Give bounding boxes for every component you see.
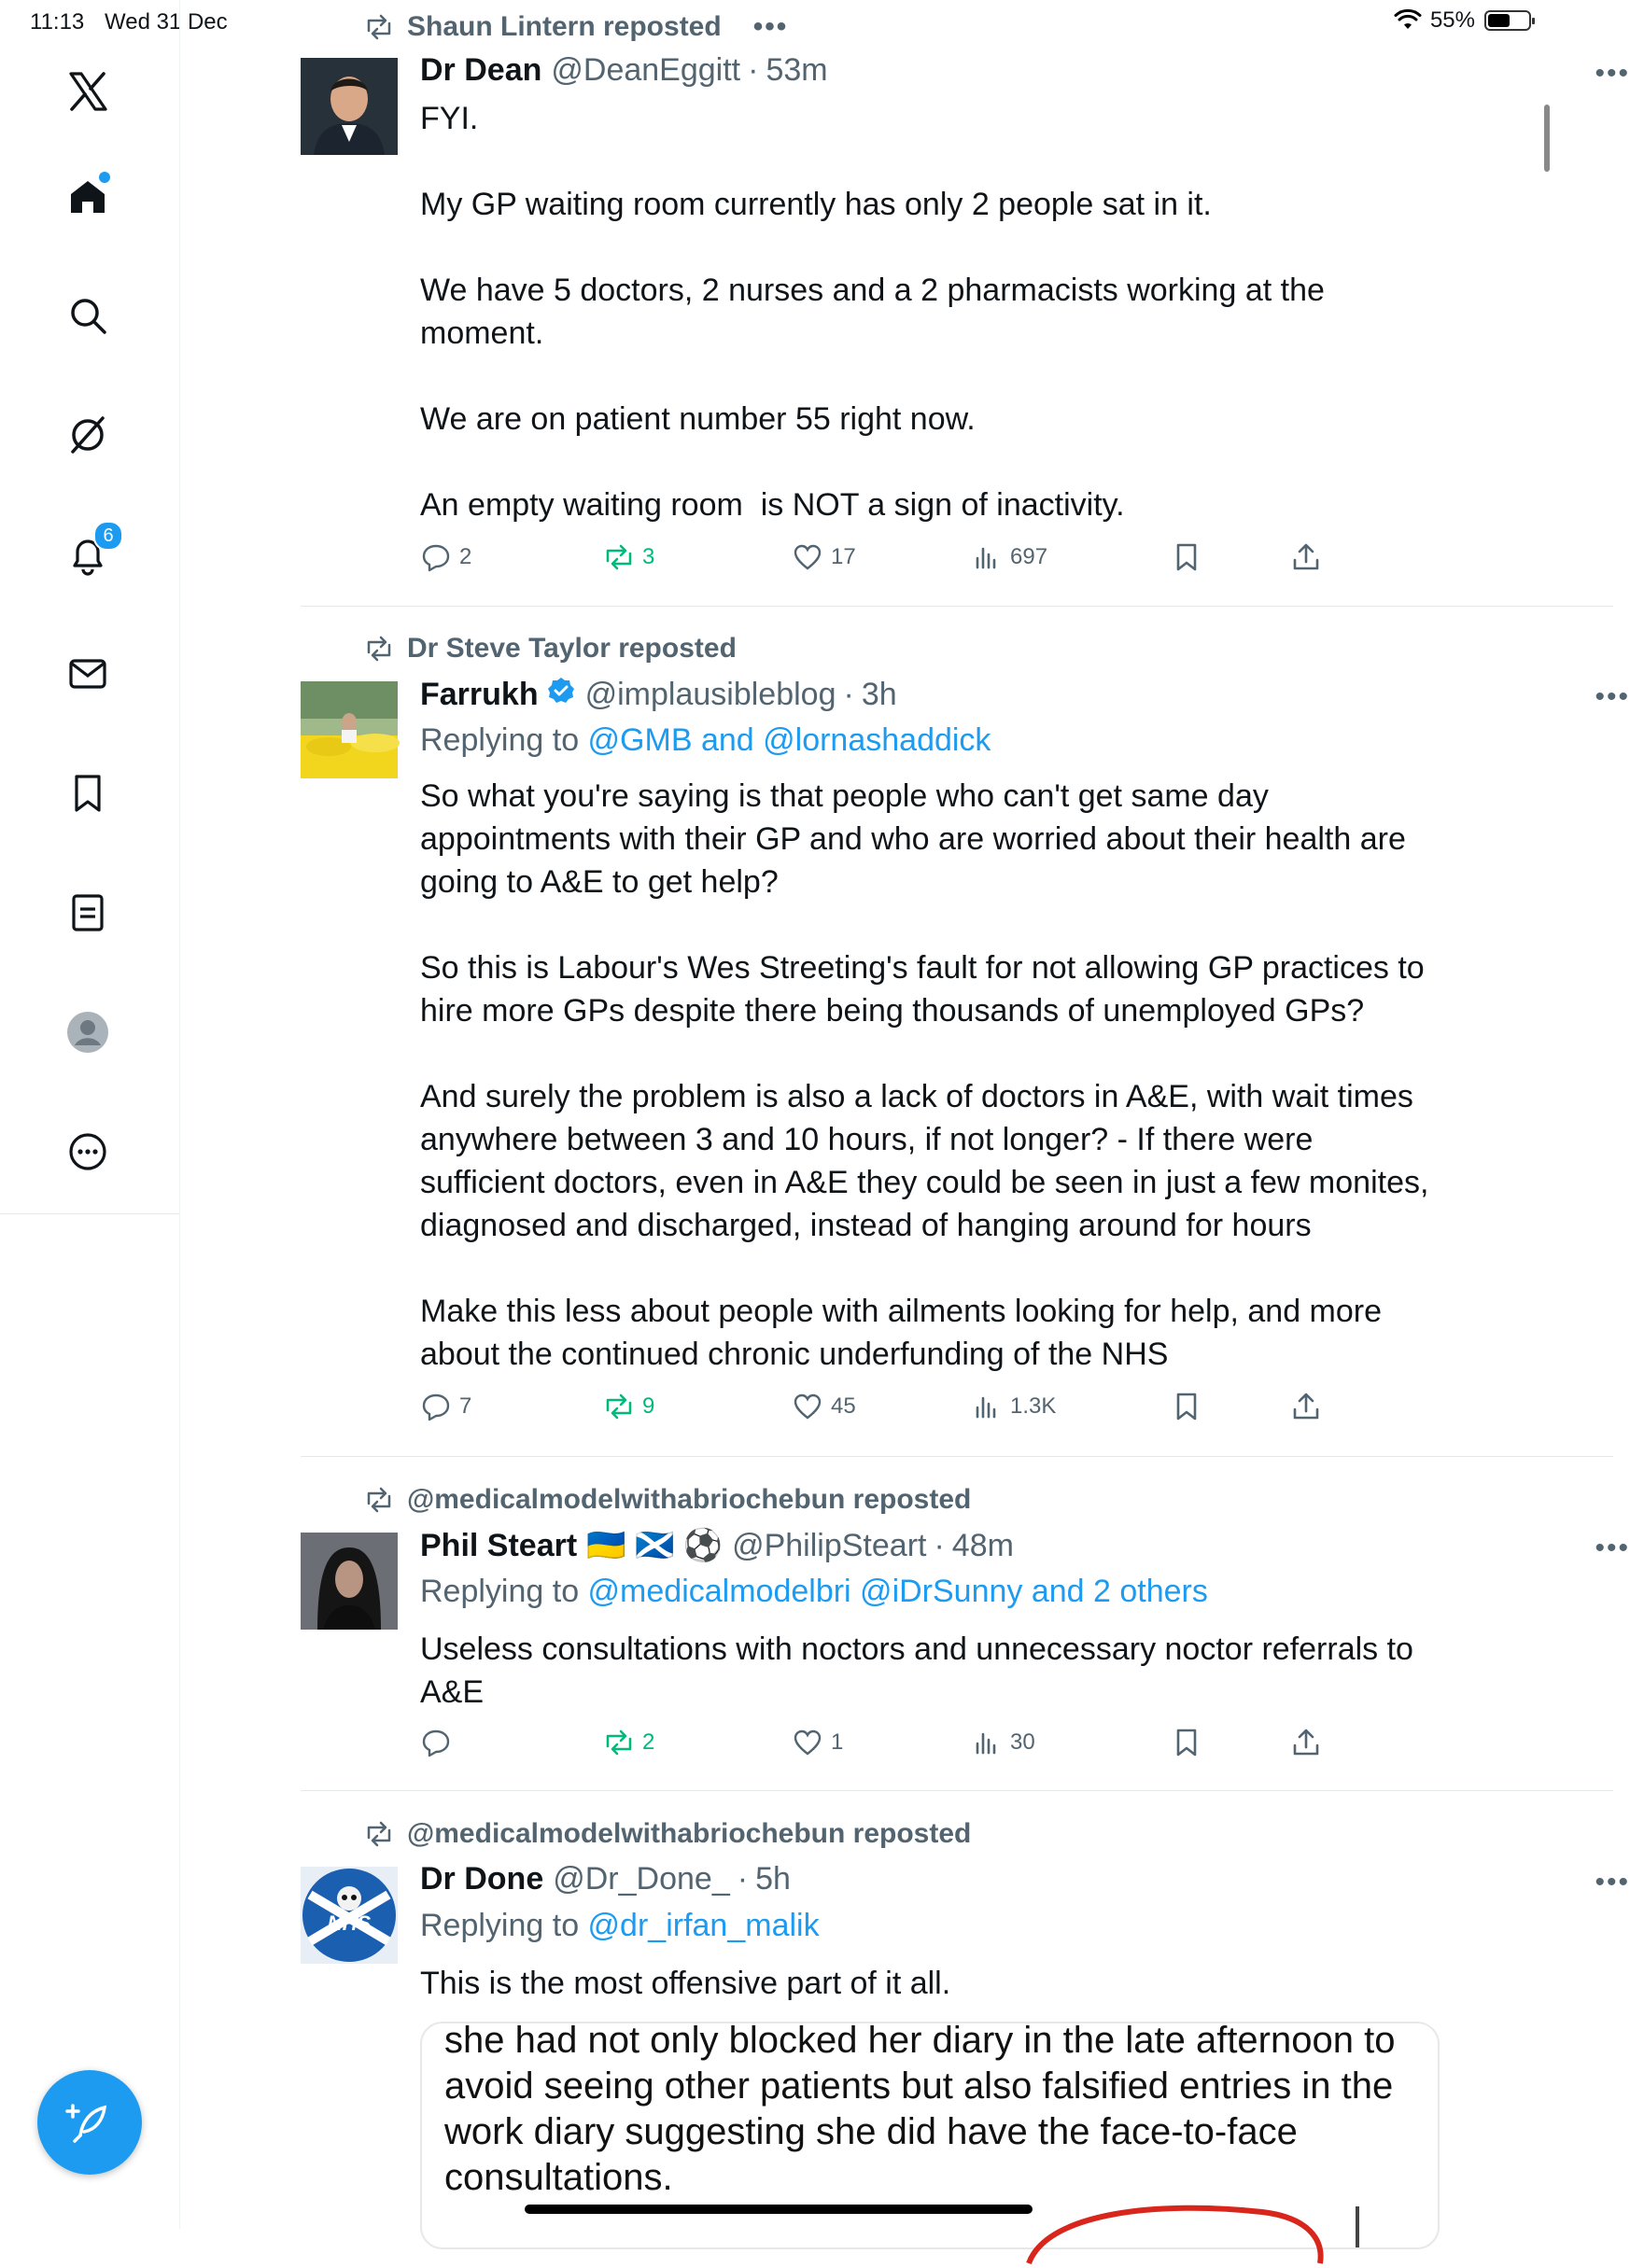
- heart-icon: [792, 541, 823, 573]
- timestamp[interactable]: 53m: [766, 52, 828, 88]
- more-icon[interactable]: [62, 1126, 114, 1178]
- bookmark-button[interactable]: [1171, 1391, 1202, 1422]
- repost-by: @medicalmodelwithabriochebun reposted: [407, 1818, 972, 1849]
- avatar-photo: [301, 58, 398, 155]
- name-emoji: 🇺🇦 🏴󠁧󠁢󠁳󠁣󠁴󠁿 ⚽: [586, 1528, 724, 1563]
- timestamp[interactable]: 5h: [755, 1861, 791, 1897]
- handle[interactable]: @implausibleblog: [584, 677, 836, 712]
- reply-icon: [420, 1727, 452, 1758]
- share-icon: [1290, 1727, 1322, 1758]
- x-logo-icon[interactable]: [62, 65, 114, 118]
- profile-avatar-icon[interactable]: [62, 1006, 114, 1058]
- repost-indicator: [364, 633, 737, 665]
- heart-icon: [792, 1727, 823, 1758]
- views-icon: [971, 541, 1003, 573]
- status-right: [1395, 7, 1531, 34]
- avatar[interactable]: [301, 1867, 398, 1964]
- repost-count: 2: [642, 1729, 655, 1755]
- reply-button[interactable]: [420, 1391, 471, 1422]
- tweet-divider: [301, 1456, 1613, 1457]
- lists-icon[interactable]: [62, 887, 114, 939]
- views-button[interactable]: [971, 1727, 1035, 1758]
- repost-icon: [603, 541, 635, 573]
- avatar-photo: [301, 681, 398, 778]
- tweet-text: So what you're saying is that people who can't get same day appointments with their GP and who are worried about their health are going to A&E to get help? So this is Labour's Wes Streeting's fault for not allowing GP practices to hire more GPs despite there being thousands of unemployed GPs? And surely the problem is also a lack of doctors in A&E, with wait times anywhere between 3 and 10 hours, if not longer? - If there were sufficient doctors, even in A&E they could be seen in just a few monites, diagnosed and discharged, instead of hanging around for hours Make this less about people with ailments looking for help, and more about the continued chronic underfunding of the NHS: [420, 778, 1429, 1372]
- repost-by: Shaun Lintern reposted: [407, 11, 722, 42]
- avatar-photo: [301, 1533, 398, 1630]
- replying-to-link[interactable]: @GMB and @lornashaddick: [587, 722, 991, 758]
- repost-indicator: [364, 11, 788, 43]
- reply-count: 2: [459, 544, 472, 569]
- tweet-divider: [301, 1790, 1613, 1791]
- bookmarks-icon[interactable]: [62, 767, 114, 819]
- timestamp[interactable]: 48m: [951, 1527, 1014, 1563]
- timestamp[interactable]: 3h: [861, 677, 897, 712]
- repost-by: Dr Steve Taylor reposted: [407, 633, 737, 664]
- like-count: 17: [831, 544, 856, 569]
- reply-icon: [420, 541, 452, 573]
- tweet-media-image[interactable]: [420, 2022, 1440, 2249]
- tweet-actions: [420, 541, 1316, 582]
- repost-icon: [603, 1727, 635, 1758]
- notifications-badge: 6: [93, 521, 123, 551]
- repost-count: 3: [642, 544, 655, 569]
- replying-to: [420, 722, 991, 759]
- tweet-more-button[interactable]: •••: [1595, 1533, 1630, 1563]
- scrollbar-thumb[interactable]: [1544, 105, 1550, 172]
- replying-prefix: Replying to: [420, 1908, 588, 1943]
- share-button[interactable]: [1290, 1727, 1322, 1758]
- replying-prefix: Replying to: [420, 1574, 588, 1609]
- tweet-more-button[interactable]: •••: [1595, 681, 1630, 712]
- share-button[interactable]: [1290, 541, 1322, 573]
- tweet-text: Useless consultations with noctors and unnecessary noctor referrals to A&E: [420, 1631, 1421, 1710]
- bookmark-icon: [1171, 541, 1202, 573]
- tweet-text: FYI. My GP waiting room currently has only 2 people sat in it. We have 5 doctors, 2 nurses and a 2 pharmacists working at the moment. We are on patient number 55 right now. An empty waiting room is NOT a sign of inactivity.: [420, 101, 1325, 523]
- bookmark-icon: [1171, 1391, 1202, 1422]
- replying-to-link[interactable]: @medicalmodelbri @iDrSunny and 2 others: [587, 1574, 1208, 1609]
- views-button[interactable]: [971, 541, 1047, 573]
- wifi-icon: [1395, 10, 1421, 31]
- handle[interactable]: @DeanEggitt: [551, 52, 741, 88]
- repost-count: 9: [642, 1393, 655, 1419]
- views-count: 1.3K: [1010, 1393, 1057, 1419]
- tweet-more-button[interactable]: •••: [1595, 1867, 1630, 1897]
- repost-indicator: [364, 1484, 971, 1516]
- red-annotation-circle: [1019, 2193, 1328, 2268]
- tweet-divider: [301, 606, 1613, 607]
- repost-button[interactable]: [603, 1391, 654, 1422]
- tweet-header: [420, 52, 828, 89]
- reply-button[interactable]: [420, 541, 471, 573]
- views-count: 697: [1010, 544, 1048, 569]
- display-name[interactable]: Farrukh: [420, 677, 539, 712]
- replying-prefix: Replying to: [420, 722, 588, 758]
- bookmark-button[interactable]: [1171, 541, 1202, 573]
- repost-icon: [364, 12, 394, 42]
- notifications-icon[interactable]: [62, 525, 114, 581]
- repost-icon: [364, 1819, 394, 1849]
- like-count: 45: [831, 1393, 856, 1419]
- media-text-cursor: [1356, 2206, 1359, 2247]
- tweet-actions: [420, 1727, 1316, 1768]
- display-name[interactable]: Phil Steart: [420, 1527, 578, 1563]
- repost-icon: [603, 1391, 635, 1422]
- messages-icon[interactable]: [62, 648, 114, 700]
- tweet-actions: [420, 1391, 1316, 1432]
- sidebar-divider: [0, 1213, 179, 1214]
- share-icon: [1290, 1391, 1322, 1422]
- like-button[interactable]: [792, 1391, 856, 1422]
- repost-icon: [364, 1485, 394, 1515]
- repost-by: @medicalmodelwithabriochebun reposted: [407, 1484, 972, 1515]
- sidebar: [0, 0, 180, 2229]
- separator-dot: ·: [748, 52, 759, 88]
- like-count: 1: [831, 1729, 844, 1755]
- views-icon: [971, 1391, 1003, 1422]
- replying-to-link[interactable]: @dr_irfan_malik: [587, 1908, 820, 1943]
- repost-button[interactable]: [603, 541, 654, 573]
- share-button[interactable]: [1290, 1391, 1322, 1422]
- tweet-header: [420, 1527, 1014, 1564]
- tweet-text: This is the most offensive part of it all.: [420, 1966, 951, 2001]
- views-button[interactable]: [971, 1391, 1056, 1422]
- separator-dot: ·: [934, 1527, 945, 1563]
- repost-button[interactable]: [603, 1727, 654, 1758]
- avatar-nhs-label: NHS: [327, 1911, 372, 1935]
- bookmark-icon: [1171, 1727, 1202, 1758]
- status-time: 11:13: [30, 9, 85, 35]
- avatar[interactable]: [301, 58, 398, 155]
- like-button[interactable]: [792, 1727, 843, 1758]
- battery-fill: [1488, 14, 1510, 27]
- search-icon[interactable]: [62, 289, 114, 342]
- views-icon: [971, 1727, 1003, 1758]
- compose-feather-icon: [62, 2094, 118, 2150]
- avatar[interactable]: [301, 681, 398, 778]
- display-name[interactable]: Dr Done: [420, 1861, 544, 1897]
- replying-to: [420, 1574, 1208, 1610]
- views-count: 30: [1010, 1729, 1035, 1755]
- battery-icon: [1484, 10, 1531, 31]
- home-unread-dot: [99, 172, 110, 183]
- repost-indicator: [364, 1818, 971, 1850]
- grok-icon[interactable]: [62, 409, 114, 461]
- reply-icon: [420, 1391, 452, 1422]
- replying-to: [420, 1908, 820, 1944]
- like-button[interactable]: [792, 541, 856, 573]
- reply-button[interactable]: [420, 1727, 459, 1758]
- separator-dot: ·: [737, 1861, 749, 1897]
- tweet-more-button[interactable]: •••: [1595, 58, 1630, 89]
- handle[interactable]: @Dr_Done_: [553, 1861, 730, 1897]
- heart-icon: [792, 1391, 823, 1422]
- battery-percent: 55%: [1429, 7, 1475, 33]
- reply-count: 7: [459, 1393, 472, 1419]
- home-indicator[interactable]: [525, 2205, 1033, 2214]
- separator-dot: ·: [843, 677, 854, 712]
- home-icon[interactable]: [62, 170, 114, 222]
- tweet-header: [420, 676, 897, 714]
- repost-icon: [364, 634, 394, 664]
- more-dots[interactable]: •••: [752, 11, 789, 42]
- avatar[interactable]: [301, 1533, 398, 1630]
- display-name[interactable]: Dr Dean: [420, 52, 542, 88]
- tweet-header: [420, 1861, 791, 1897]
- compose-button[interactable]: [37, 2070, 142, 2175]
- handle[interactable]: @PhilipSteart: [732, 1527, 927, 1563]
- share-icon: [1290, 541, 1322, 573]
- media-image-text: she had not only blocked her diary in the late afternoon to avoid seeing other patients but also falsified entries in the work diary suggesting she did have the face-to-face consultations.: [444, 2020, 1406, 2198]
- bookmark-button[interactable]: [1171, 1727, 1202, 1758]
- status-date: Wed 31 Dec: [105, 9, 228, 35]
- verified-badge-icon: [539, 676, 576, 714]
